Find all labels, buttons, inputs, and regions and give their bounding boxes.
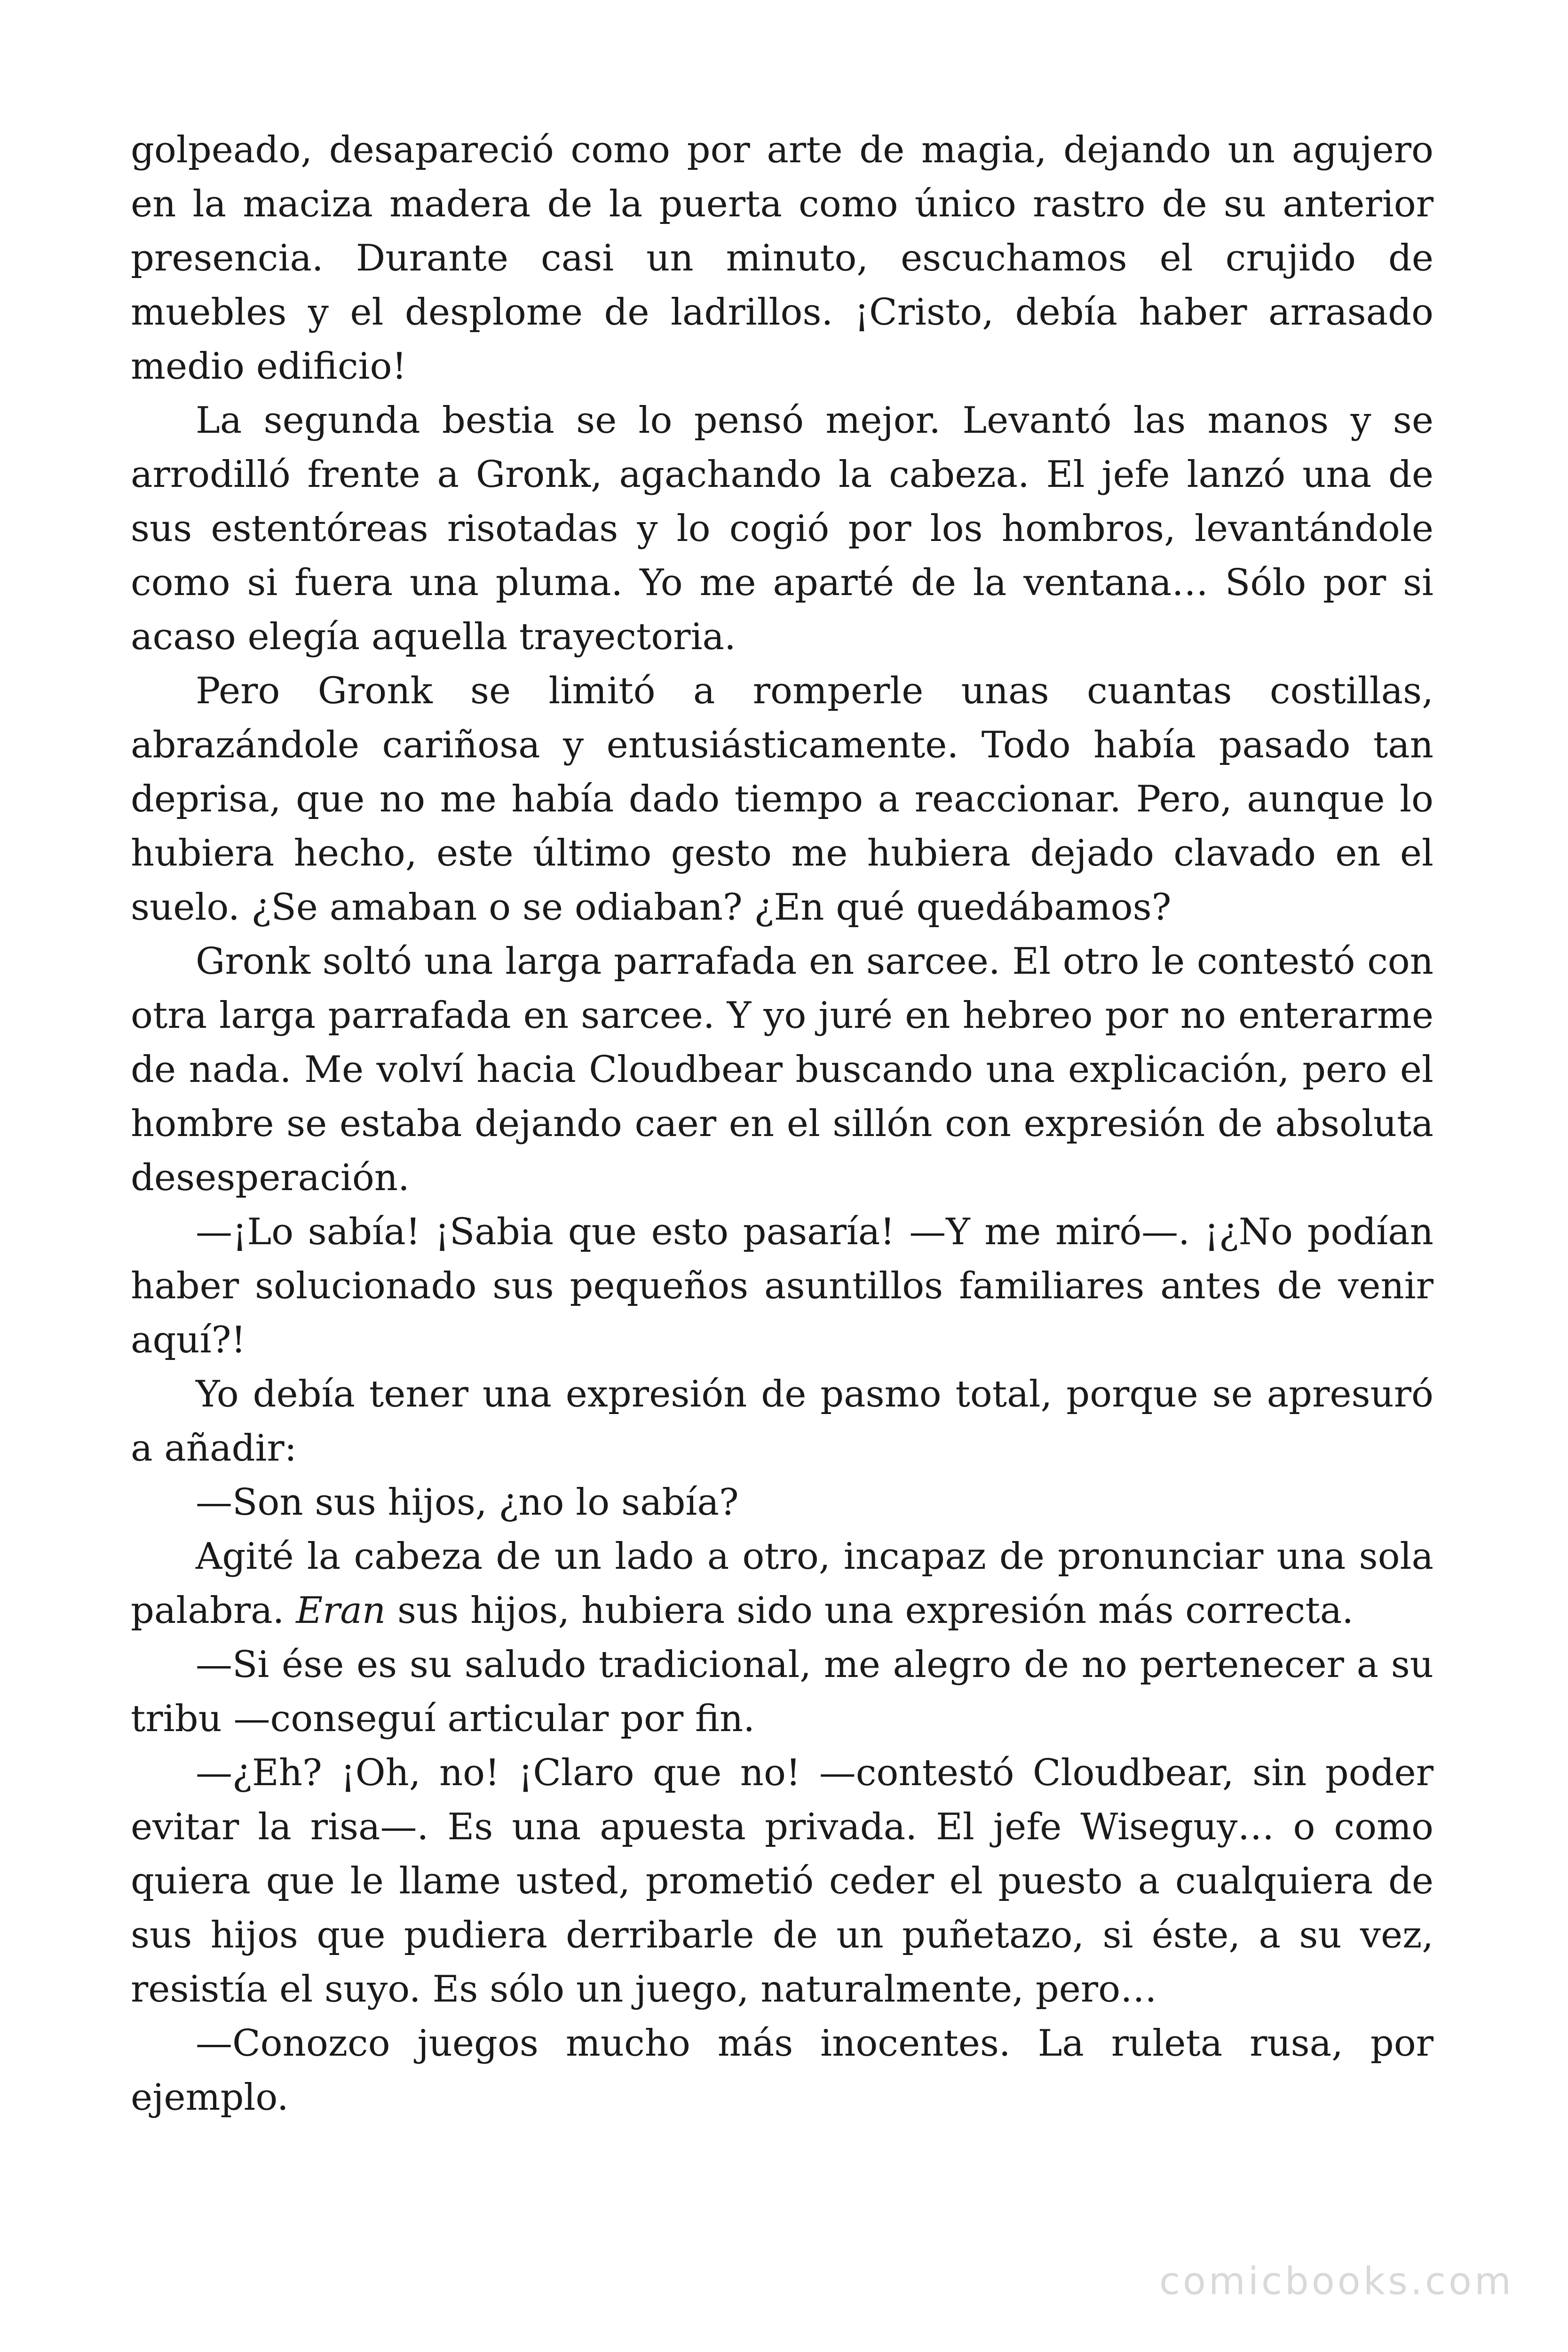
paragraph-8	[131, 1530, 1433, 1638]
paragraph-1: golpeado, desapareció como por arte de magia, dejando un agujero en la maciza madera de la puerta como único rastro de su anterior presencia. Durante casi un minuto, escuchamos el crujido de muebles y el desplome de ladrillos. ¡Cristo, debía haber arrasado medio edificio!	[131, 129, 1433, 388]
paragraph-11: —Conozco juegos mucho más inocentes. La ruleta rusa, por ejemplo.	[131, 2022, 1433, 2119]
page-text	[131, 123, 1433, 2125]
paragraph-6: Yo debía tener una expresión de pasmo total, porque se apresuró a añadir:	[131, 1373, 1433, 1470]
paragraph-4: Gronk soltó una larga parrafada en sarcee. El otro le contestó con otra larga parrafada en sarcee. Y yo juré en hebreo por no enterarme de nada. Me volví hacia Cloudbear buscando una explicación, pero el hombre se estaba dejando caer en el sillón con expresión de absoluta desesperación.	[131, 940, 1433, 1199]
watermark: comicbooks.com	[1159, 2259, 1514, 2303]
paragraph-8-start: Agité la cabeza de un lado a otro, incapaz de pronunciar una sola palabra.	[131, 1535, 1433, 1632]
paragraph-10: —¿Eh? ¡Oh, no! ¡Claro que no! —contestó Cloudbear, sin poder evitar la risa—. Es una apuesta privada. El jefe Wiseguy… o como quiera que le llame usted, prometió ceder el puesto a cualquiera de sus hijos que pudiera derribarle de un puñetazo, si éste, a su vez, resistía el suyo. Es sólo un juego, naturalmente, pero…	[131, 1752, 1433, 2010]
paragraph-3: Pero Gronk se limitó a romperle unas cuantas costillas, abrazándole cariñosa y entusiásticamente. Todo había pasado tan deprisa, que no me había dado tiempo a reaccionar. Pero, aunque lo hubiera hecho, este último gesto me hubiera dejado clavado en el suelo. ¿Se amaban o se odiaban? ¿En qué quedábamos?	[131, 670, 1433, 929]
paragraph-2: La segunda bestia se lo pensó mejor. Levantó las manos y se arrodilló frente a Gronk, agachando la cabeza. El jefe lanzó una de sus estentóreas risotadas y lo cogió por los hombros, levantándole como si fuera una pluma. Yo me aparté de la ventana… Sólo por si acaso elegía aquella trayectoria.	[131, 399, 1433, 658]
paragraph-5: —¡Lo sabía! ¡Sabia que esto pasaría! —Y me miró—. ¡¿No podían haber solucionado sus pequeños asuntillos familiares antes de venir aquí?!	[131, 1211, 1433, 1361]
paragraph-7: —Son sus hijos, ¿no lo sabía?	[196, 1481, 739, 1524]
paragraph-8-end: sus hijos, hubiera sido una expresión más correcta.	[386, 1589, 1354, 1632]
paragraph-8-italic-word: Eran	[296, 1589, 386, 1632]
paragraph-9: —Si ése es su saludo tradicional, me alegro de no pertenecer a su tribu —conseguí articular por fin.	[131, 1644, 1433, 1740]
